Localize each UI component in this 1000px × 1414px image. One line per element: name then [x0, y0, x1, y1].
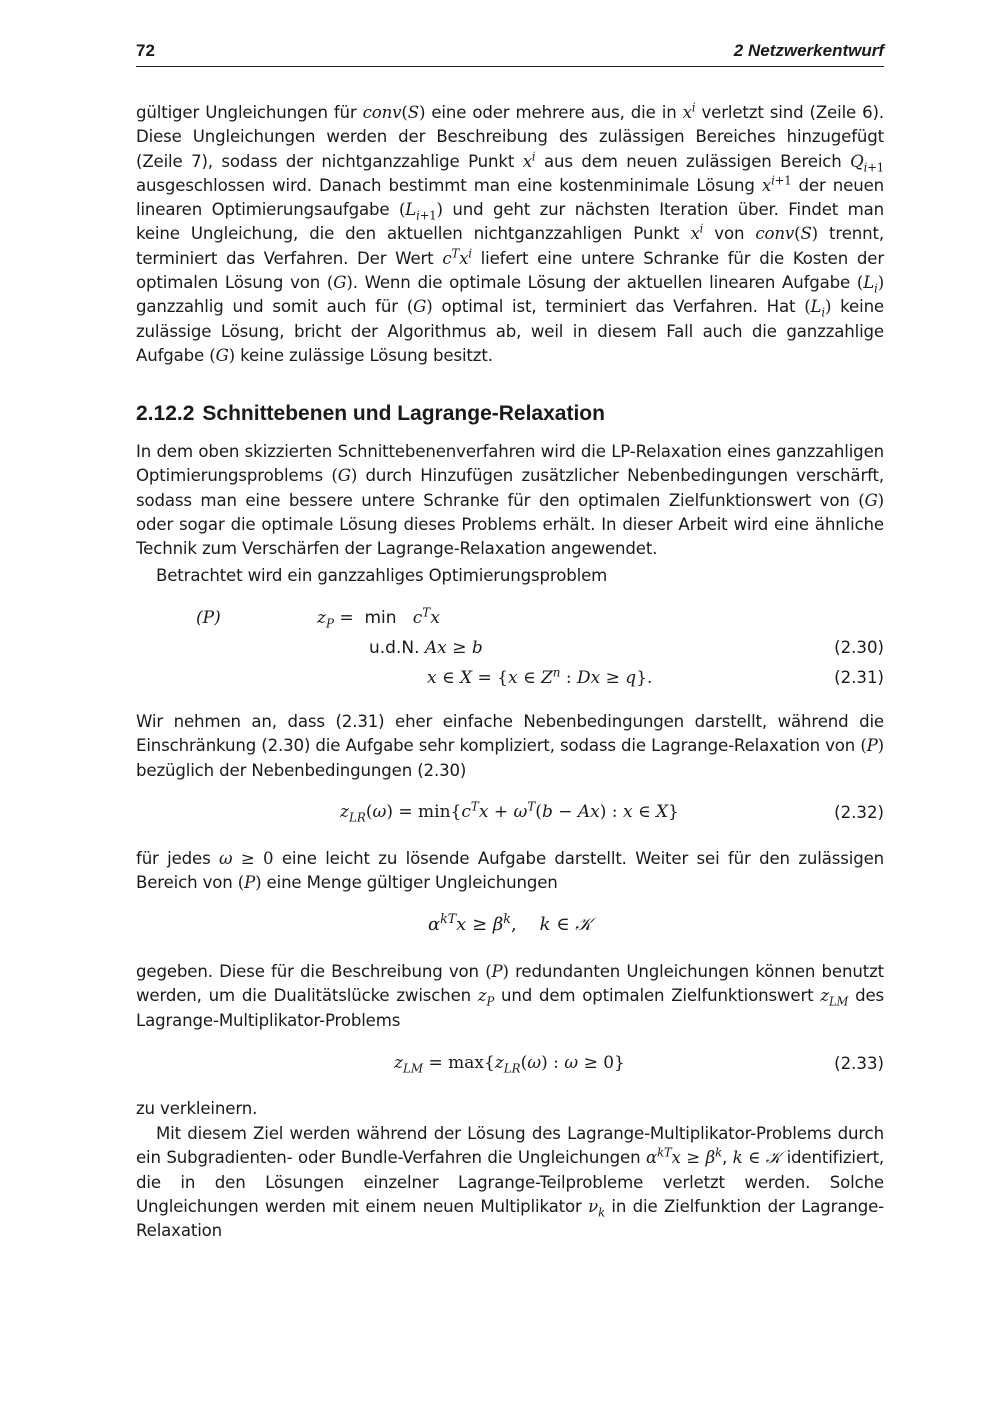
constraint-230: u.d.N. Ax ≥ b: [369, 638, 483, 658]
problem-label: (P): [196, 608, 221, 628]
problem-objective: $z_P = \min c^Tx$: [317, 605, 440, 631]
section-number: 2.12.2: [136, 402, 195, 425]
paragraph-3: Betrachtet wird ein ganzzahliges Optimierungsproblem: [156, 566, 608, 585]
paragraph-5: für jedes ω ≥ 0 eine leicht zu lösende Aufgabe darstellt. Weiter sei für den zulässigen Bereich von (P) eine Menge gültiger Ungleichungen: [136, 849, 885, 893]
valid-inequalities: $\alpha^{kT}x \ge \beta^k$, k ∈ 𝒦: [427, 911, 593, 935]
paragraph-4: Wir nehmen an, dass (2.31) eher einfache Nebenbedingungen darstellt, während die Einschränkung (2.30) die Aufgabe sehr kompliziert, sodass die Lagrange-Relaxation von (P) bezüglich der Nebenbedingungen (2.30): [136, 712, 884, 780]
chapter-title: 2 Netzwerkentwurf: [733, 41, 884, 60]
equation-number-230: (2.30): [834, 638, 884, 657]
constraint-231: x ∈ X = {x ∈ $Z^n$ : Dx ≥ q}.: [427, 665, 653, 688]
equation-number-231: (2.31): [834, 668, 884, 687]
section-title: Schnittebenen und Lagrange-Relaxation: [202, 402, 605, 425]
equation-232: $z_{LR}(\omega) = \min\{c^Tx + \omega^T(b - Ax)$ : x ∈ X}: [340, 799, 679, 825]
equation-233: $z_{LM} = \max\{z_{LR}(\omega)$ : ω ≥ 0}: [394, 1053, 625, 1076]
page-number: 72: [136, 41, 155, 60]
paragraph-1: gültiger Ungleichungen für conv(S) eine oder mehrere aus, die in $x^i$ verletzt sind (Zeile 6). Diese Ungleichungen werden der Beschreibung des zulässigen Bereiches hinzugefügt (Zeile 7), sodass der nichtganzzahlige Punkt $x^i$ aus dem neuen zulässigen Bereich $Q_{i+1}$ ausgeschlossen wird. Danach bestimmt man eine kostenminimale Lösung $x^{i+1}$ der neuen linearen Optimierungsaufgabe $(L_{i+1})$ und geht zur nächsten Iteration über. Findet man keine Ungleichung, die den aktuellen nichtganzzahligen Punkt $x^i$ von conv(S) trennt, terminiert das Verfahren. Der Wert $c^Tx^i$ liefert eine untere Schranke für die Kosten der optimalen Lösung von (G). Wenn die optimale Lösung der aktuellen linearen Aufgabe $(L_i)$ ganzzahlig und somit auch für (G) optimal ist, terminiert das Verfahren. Hat $(L_i)$ keine zulässige Lösung, bricht der Algorithmus ab, weil in diesem Fall auch die ganzzahlige Aufgabe (G) keine zulässige Lösung besitzt.: [136, 100, 885, 365]
section-heading: [136, 402, 884, 426]
paragraph-7: zu verkleinern.: [136, 1099, 258, 1118]
paragraph-6: gegeben. Diese für die Beschreibung von (P) redundanten Ungleichungen können benutzt werden, um die Dualitätslücke zwischen $z_P$ und dem optimalen Zielfunktionswert $z_{LM}$ des Lagrange-Multiplikator-Problems: [136, 962, 885, 1030]
running-header: [136, 38, 884, 67]
paragraph-8: Mit diesem Ziel werden während der Lösung des Lagrange-Multiplikator-Problems durch ein Subgradienten- oder Bundle-Verfahren die Ungleichungen $\alpha^{kT}x \ge \beta^k$, k ∈ 𝒦 identifiziert, die in den Lösungen einzelner Lagrange-Teilprobleme verletzt werden. Solche Ungleichungen werden mit einem neuen Multiplikator $\nu_k$ in die Zielfunktion der Lagrange-Relaxation: [136, 1124, 885, 1241]
equation-number-233: (2.33): [834, 1054, 884, 1073]
equation-number-232: (2.32): [834, 803, 884, 822]
paragraph-2: In dem oben skizzierten Schnittebenenverfahren wird die LP-Relaxation eines ganzzahligen Optimierungsproblems (G) durch Hinzufügen zusätzlicher Nebenbedingungen verschärft, sodass man eine bessere untere Schranke für den optimalen Zielfunktionswert von (G) oder sogar die optimale Lösung dieses Problems erhält. In dieser Arbeit wird eine ähnliche Technik zum Verschärfen der Lagrange-Relaxation angewendet.: [136, 442, 884, 559]
